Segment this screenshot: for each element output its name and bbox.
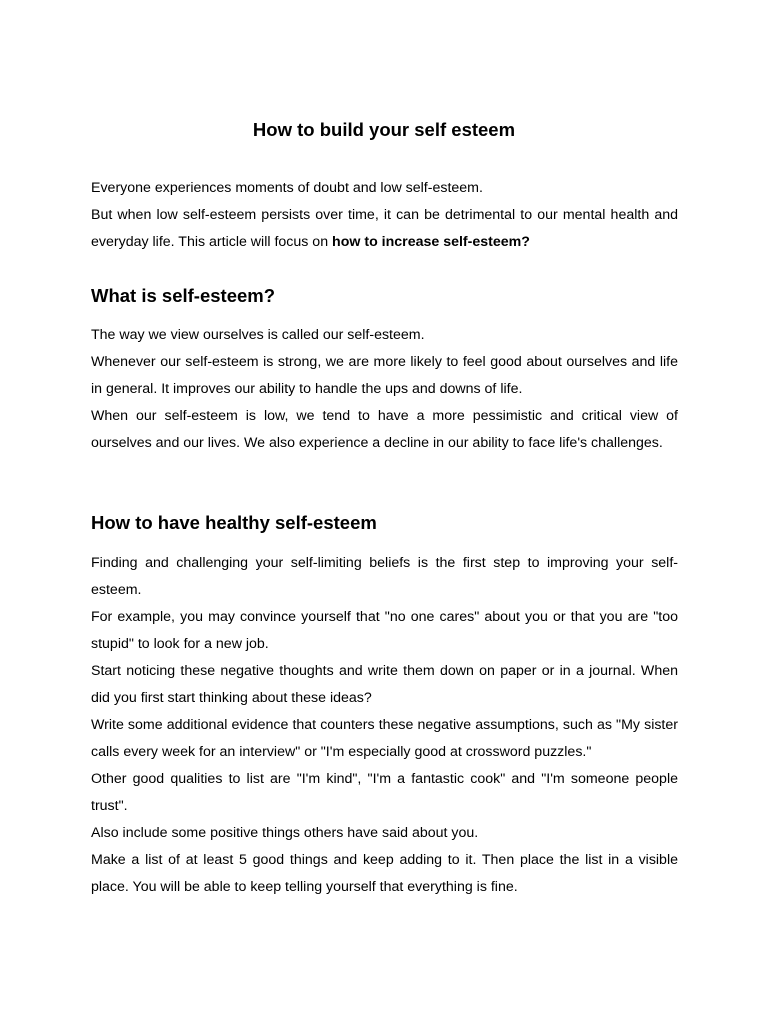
section1-paragraph-3: When our self-esteem is low, we tend to have a more pessimistic and critical view of ourselves and our lives. We also experience a decline in our ability to face life's challenges.	[91, 408, 678, 451]
section2-paragraph-6: Also include some positive things others have said about you.	[91, 825, 479, 841]
intro-paragraph-2-text: But when low self-esteem persists over time, it can be detrimental to our mental health and everyday life. This article will focus on	[91, 207, 678, 250]
section-what-is-self-esteem	[91, 322, 678, 457]
section2-paragraph-3: Start noticing these negative thoughts and write them down on paper or in a journal. When did you first start thinking about these ideas?	[91, 663, 678, 706]
section1-paragraph-1: The way we view ourselves is called our self-esteem.	[91, 327, 425, 343]
document-title: How to build your self esteem	[252, 119, 516, 140]
section-heading-healthy-self-esteem: How to have healthy self-esteem	[91, 512, 377, 533]
intro-paragraph-1: Everyone experiences moments of doubt and low self-esteem.	[91, 180, 483, 196]
section2-paragraph-4: Write some additional evidence that counters these negative assumptions, such as "My sister calls every week for an interview" or "I'm especially good at crossword puzzles."	[91, 717, 678, 760]
section2-paragraph-1: Finding and challenging your self-limiting beliefs is the first step to improving your self-esteem.	[91, 555, 678, 598]
intro-section	[91, 175, 678, 256]
intro-emphasis: how to increase self-esteem?	[332, 234, 530, 250]
section2-paragraph-2: For example, you may convince yourself that "no one cares" about you or that you are "too stupid" to look for a new job.	[91, 609, 678, 652]
intro-paragraph-2	[91, 202, 678, 256]
section-heading-what-is-self-esteem: What is self-esteem?	[91, 285, 276, 306]
section2-paragraph-7: Make a list of at least 5 good things and keep adding to it. Then place the list in a visible place. You will be able to keep telling yourself that everything is fine.	[91, 852, 678, 895]
section2-paragraph-5: Other good qualities to list are "I'm kind", "I'm a fantastic cook" and "I'm someone people trust".	[91, 771, 678, 814]
section-healthy-self-esteem	[91, 550, 678, 901]
section1-paragraph-2: Whenever our self-esteem is strong, we are more likely to feel good about ourselves and life in general. It improves our ability to handle the ups and downs of life.	[91, 354, 678, 397]
